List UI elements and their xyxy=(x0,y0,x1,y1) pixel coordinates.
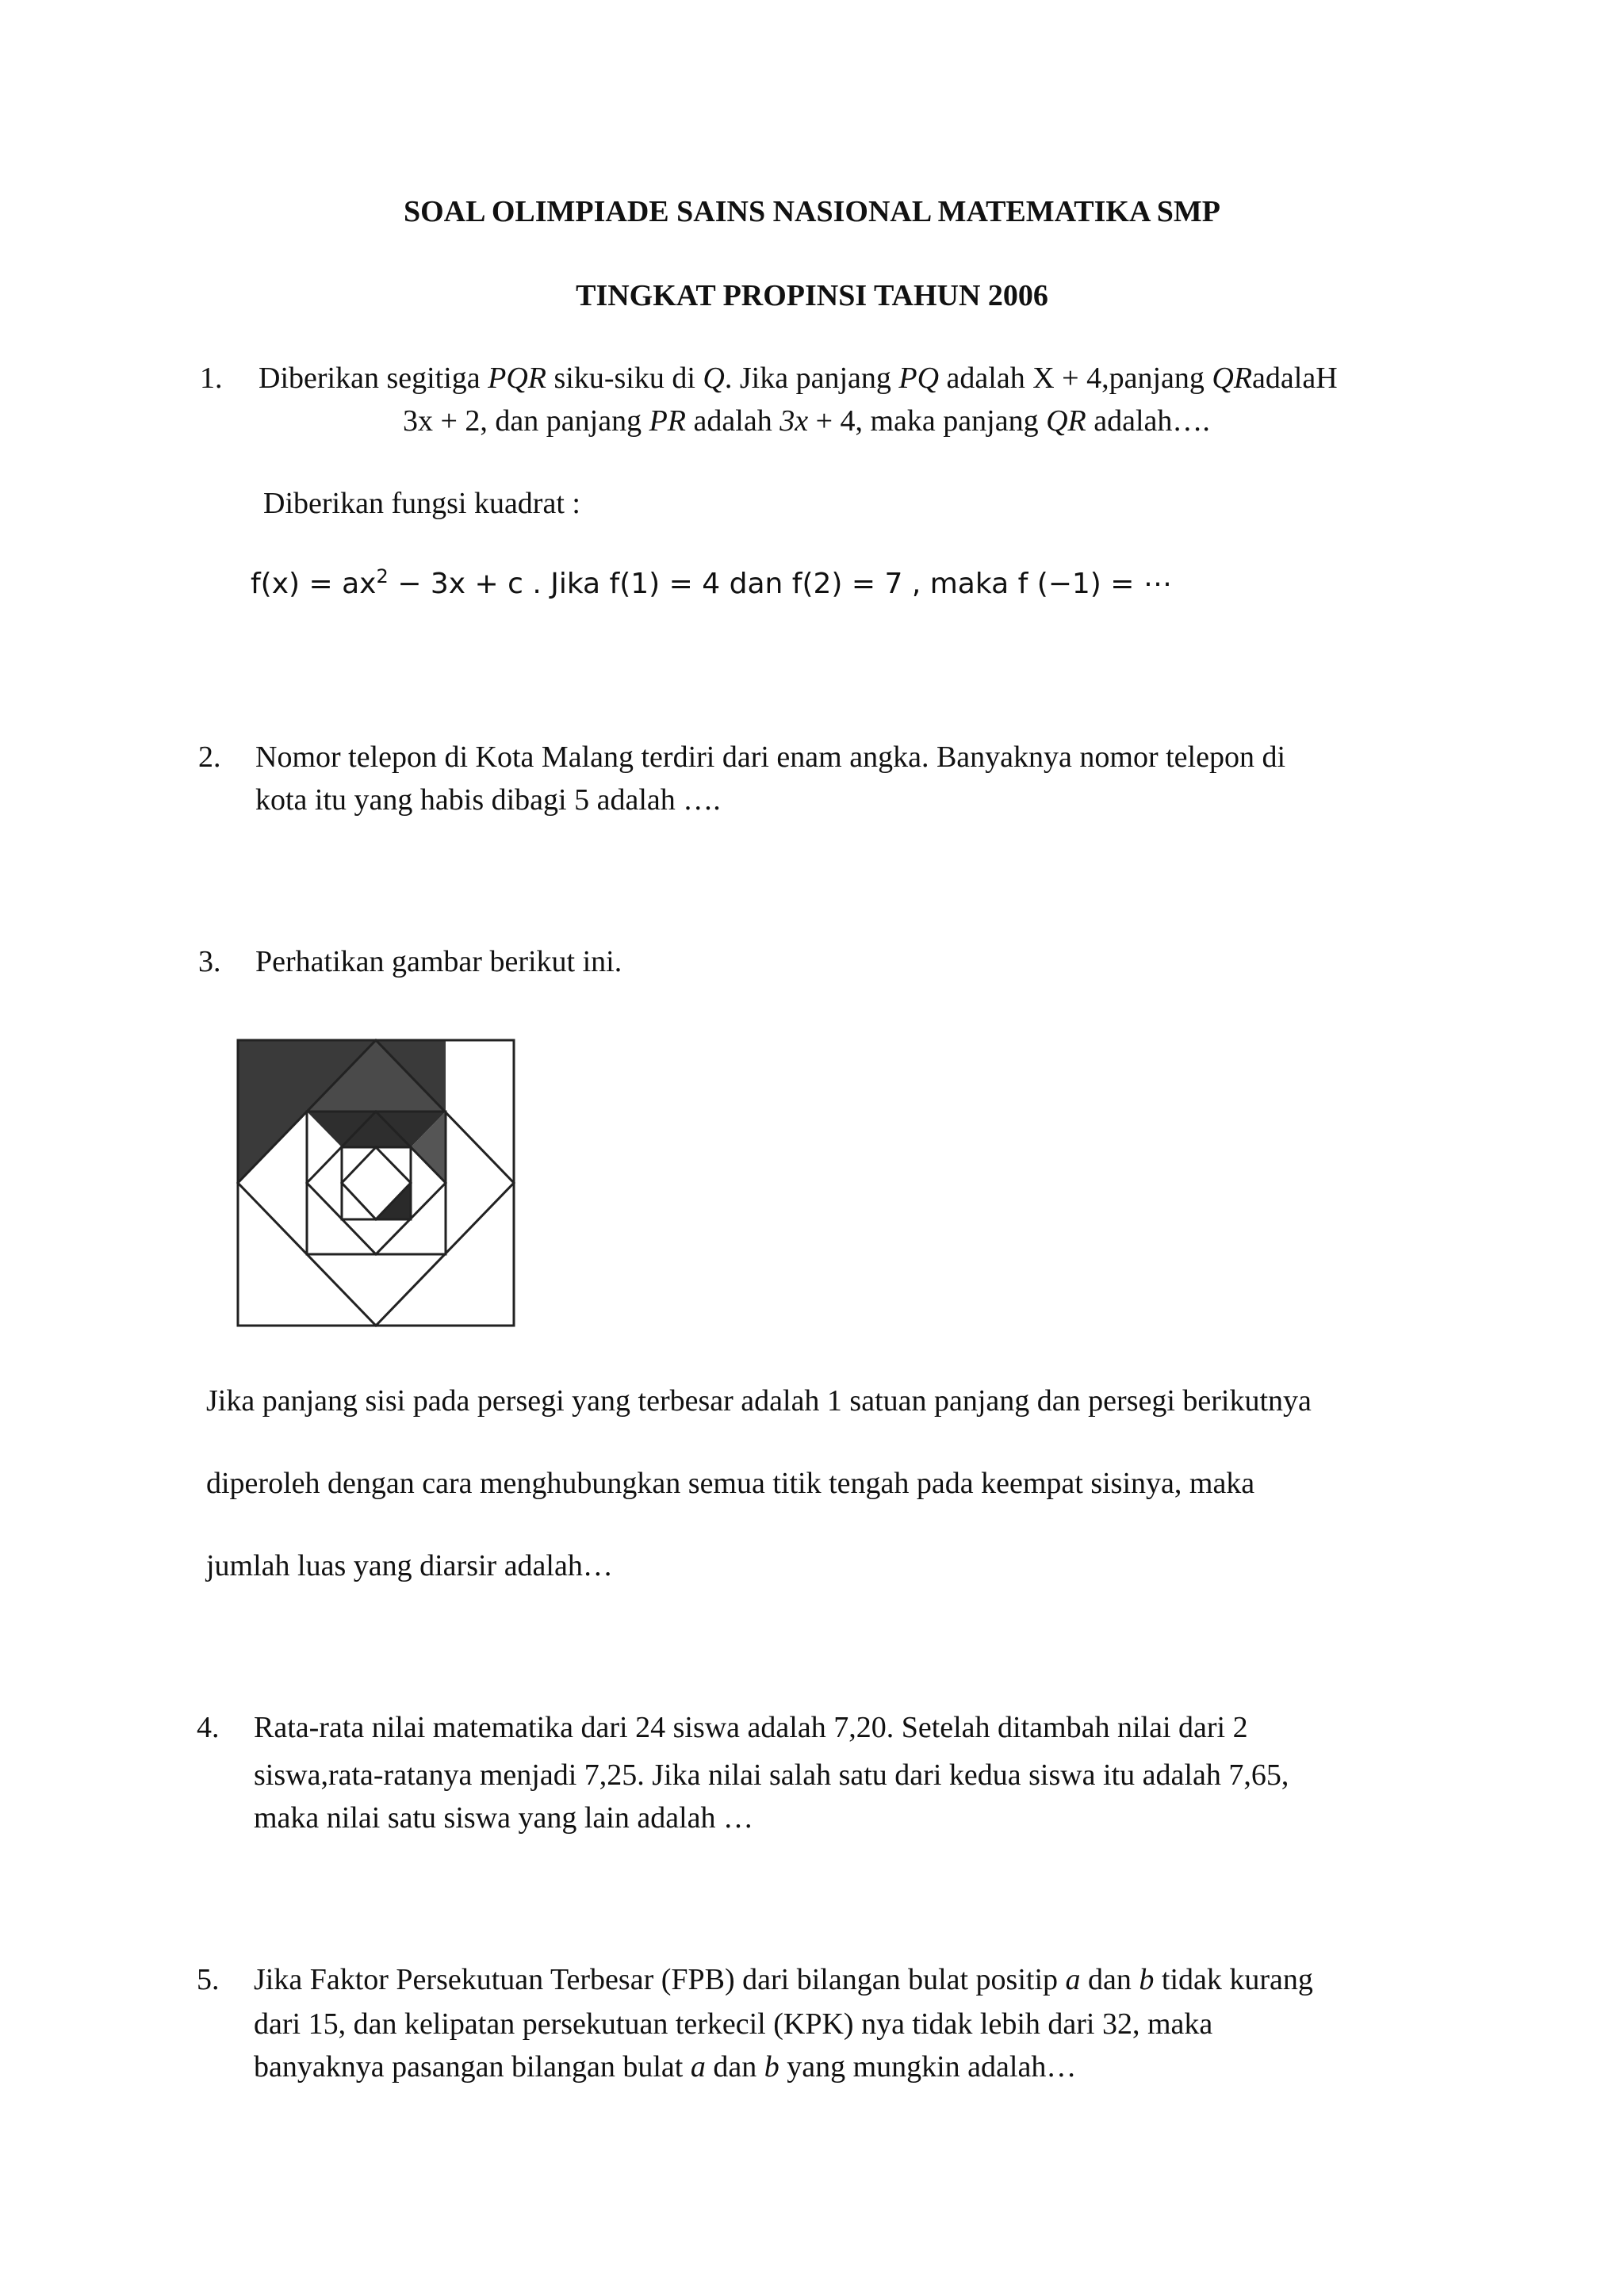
q5-line-1: Jika Faktor Persekutuan Terbesar (FPB) dari bilangan bulat positip a dan b tidak kurang xyxy=(254,1963,1313,1996)
q4-line-1: Rata-rata nilai matematika dari 24 siswa adalah 7,20. Setelah ditambah nilai dari 2 xyxy=(254,1711,1248,1744)
q1-number: 1. xyxy=(200,362,223,395)
q4-line-2: siswa,rata-ratanya menjadi 7,25. Jika nilai salah satu dari kedua siswa itu adalah 7,65, xyxy=(254,1758,1289,1792)
q2-line-1: Nomor telepon di Kota Malang terdiri dari enam angka. Banyaknya nomor telepon di xyxy=(255,740,1286,774)
q4-line-3: maka nilai satu siswa yang lain adalah … xyxy=(254,1801,753,1835)
title-line-2: TINGKAT PROPINSI TAHUN 2006 xyxy=(576,279,1048,312)
q1-line-2: 3x + 2, dan panjang PR adalah 3x + 4, maka panjang QR adalah…. xyxy=(403,404,1210,438)
q5-line-3: banyaknya pasangan bilangan bulat a dan b yang mungkin adalah… xyxy=(254,2050,1077,2084)
q3-line-1: Perhatikan gambar berikut ini. xyxy=(255,945,622,978)
q1-line-1: Diberikan segitiga PQR siku-siku di Q. Jika panjang PQ adalah X + 4,panjang QRadalaH xyxy=(259,362,1338,395)
nested-squares-figure xyxy=(236,1039,515,1327)
q3-paragraph-2: diperoleh dengan cara menghubungkan semua titik tengah pada keempat sisinya, maka xyxy=(206,1467,1255,1500)
q3-number: 3. xyxy=(198,945,221,978)
q2-line-2: kota itu yang habis dibagi 5 adalah …. xyxy=(255,783,721,817)
q3-paragraph-1: Jika panjang sisi pada persegi yang terbesar adalah 1 satuan panjang dan persegi berikutnya xyxy=(206,1384,1312,1418)
q5-line-2: dari 15, dan kelipatan persekutuan terkecil (KPK) nya tidak lebih dari 32, maka xyxy=(254,2007,1213,2041)
q2-number: 2. xyxy=(198,740,221,774)
sub-formula: $f(x) = ax^2 - 3x + c$ . Jika f(1) = 4 dan f(2) = 7 , maka f (−1) = ⋯ xyxy=(251,565,1172,600)
q4-number: 4. xyxy=(197,1711,220,1744)
title-line-1: SOAL OLIMPIADE SAINS NASIONAL MATEMATIKA SMP xyxy=(403,195,1221,228)
sub-intro: Diberikan fungsi kuadrat : xyxy=(263,487,580,520)
q5-number: 5. xyxy=(197,1963,220,1996)
q3-paragraph-3: jumlah luas yang diarsir adalah… xyxy=(206,1549,613,1582)
